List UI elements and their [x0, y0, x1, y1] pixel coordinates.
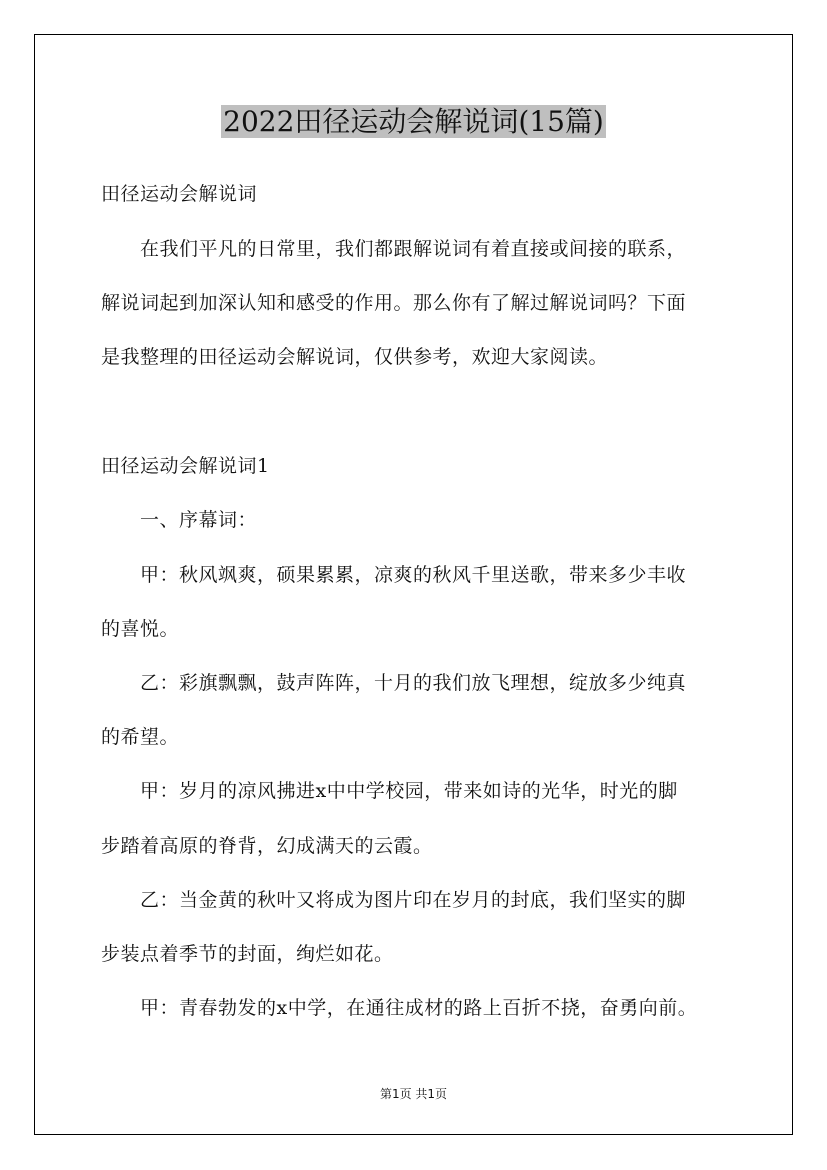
- paragraph-line: 乙：彩旗飘飘，鼓声阵阵，十月的我们放飞理想，绽放多少纯真: [140, 672, 687, 694]
- paragraph-line: 甲：青春勃发的x中学，在通往成材的路上百折不挠，奋勇向前。: [140, 997, 698, 1019]
- paragraph-line: 的希望。: [101, 726, 180, 748]
- paragraph-line: 一、序幕词：: [140, 509, 258, 531]
- paragraph-line: 在我们平凡的日常里，我们都跟解说词有着直接或间接的联系，: [140, 238, 687, 260]
- paragraph-line: 乙：当金黄的秋叶又将成为图片印在岁月的封底，我们坚实的脚: [140, 889, 687, 911]
- paragraph-line: 甲：秋风飒爽，硕果累累，凉爽的秋风千里送歌，带来多少丰收: [140, 564, 687, 586]
- document-title: [0, 102, 827, 142]
- section-heading: 田径运动会解说词: [101, 183, 258, 205]
- paragraph-line: 是我整理的田径运动会解说词，仅供参考，欢迎大家阅读。: [101, 346, 609, 368]
- section-heading: 田径运动会解说词1: [101, 455, 270, 477]
- paragraph-line: 甲：岁月的凉风拂进x中中学校园，带来如诗的光华，时光的脚: [140, 780, 678, 802]
- page-footer: 第1页 共1页: [379, 1087, 448, 1101]
- paragraph-line: 的喜悦。: [101, 618, 180, 640]
- paragraph-line: 步踏着高原的脊背，幻成满天的云霞。: [101, 835, 433, 857]
- paragraph-line: 解说词起到加深认知和感受的作用。那么你有了解过解说词吗？下面: [101, 292, 687, 314]
- paragraph-line: 步装点着季节的封面，绚烂如花。: [101, 943, 394, 965]
- document-title-text: 2022田径运动会解说词(15篇): [223, 105, 604, 138]
